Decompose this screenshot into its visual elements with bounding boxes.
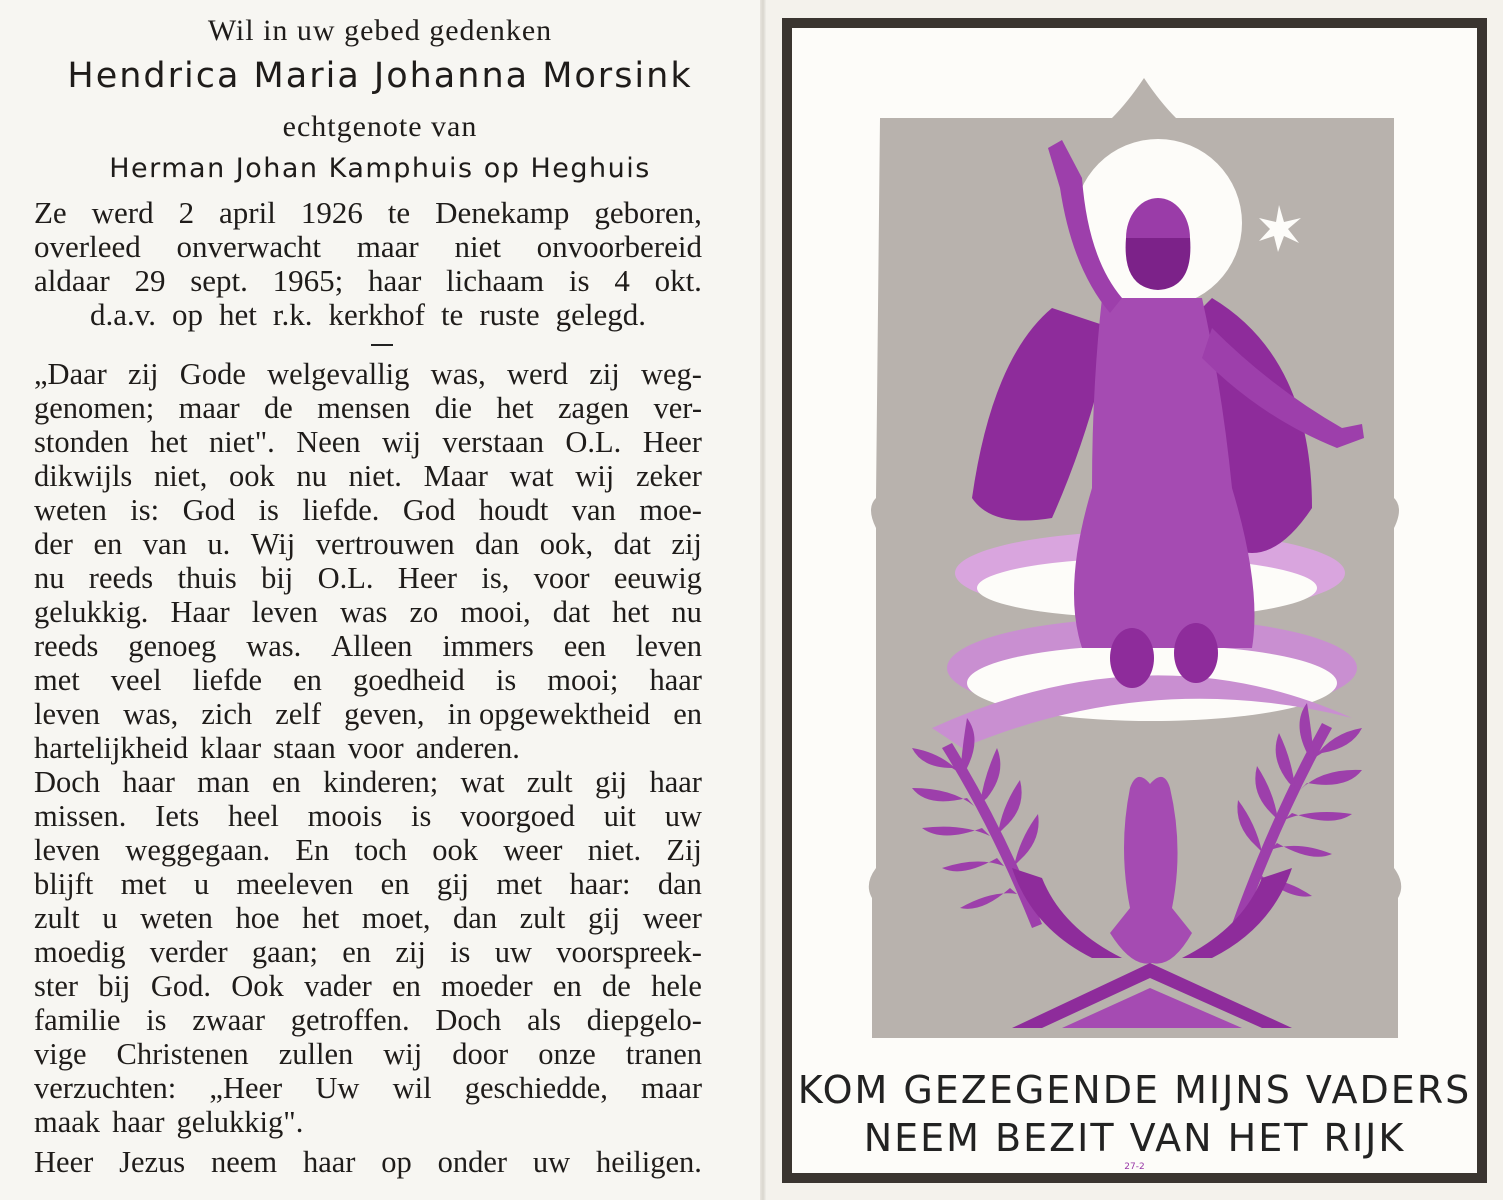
christ-enthroned-illustration: [792, 28, 1477, 1058]
word: het: [612, 595, 650, 629]
word: Christenen: [116, 1037, 249, 1071]
word: met: [120, 867, 167, 901]
word: ruste: [479, 297, 540, 332]
word: houdt: [478, 493, 549, 527]
word: met: [496, 867, 543, 901]
word: bij: [261, 561, 294, 595]
word: Alleen: [331, 629, 413, 663]
spouse-of-line: echtgenote van: [282, 110, 478, 143]
word: eeuwig: [613, 561, 702, 595]
word: en: [342, 935, 372, 969]
word: moedig: [34, 935, 126, 969]
word: is: [450, 935, 471, 969]
word: reeds: [34, 629, 99, 663]
word: onze: [538, 1037, 596, 1071]
word: O.L.: [317, 561, 374, 595]
word: was: [339, 595, 388, 629]
word: en: [93, 527, 123, 561]
word: dat: [613, 527, 651, 561]
word: zij: [671, 527, 702, 561]
word: maar: [178, 391, 240, 425]
word: hele: [651, 969, 702, 1003]
print-code: 27-2: [1124, 1162, 1145, 1172]
word: ook: [228, 459, 275, 493]
word: u.: [207, 527, 231, 561]
body-line: [34, 765, 702, 799]
word: het: [219, 297, 257, 332]
word: het: [302, 901, 340, 935]
word: u: [193, 867, 210, 901]
word: weten: [34, 493, 107, 527]
word: En: [295, 833, 330, 867]
word: wat: [509, 459, 554, 493]
word: gij: [587, 901, 621, 935]
word: meeleven: [236, 867, 354, 901]
memorial-text: [34, 357, 702, 1179]
word: maar: [641, 1071, 702, 1105]
word: wij: [575, 459, 615, 493]
word: moois: [307, 799, 383, 833]
word: heiligen.: [596, 1145, 702, 1179]
word: God.: [150, 969, 211, 1003]
word: liefde: [192, 663, 263, 697]
word: verder: [149, 935, 228, 969]
word: gaan;: [251, 935, 318, 969]
word: goedheid: [352, 663, 465, 697]
word: missen.: [34, 799, 127, 833]
word: 1965;: [272, 263, 344, 298]
word: geboren,: [594, 195, 702, 230]
word: kinderen;: [323, 765, 439, 799]
divider-rule: [371, 344, 393, 346]
word: is: [411, 799, 432, 833]
word: Zij: [666, 833, 702, 867]
word: zult: [519, 901, 566, 935]
spouse-name: Herman Johan Kamphuis op Heghuis: [109, 153, 651, 184]
word: werd: [506, 357, 568, 391]
body-line: [34, 867, 702, 901]
body-line: [34, 1145, 702, 1179]
word: genoeg: [128, 629, 217, 663]
word: liefde.: [302, 493, 380, 527]
word: okt.: [654, 263, 702, 298]
word: kerkhof: [328, 297, 425, 332]
word: immers: [442, 629, 534, 663]
word: dat: [552, 595, 590, 629]
word: ver-: [653, 391, 702, 425]
word: aldaar: [34, 263, 110, 298]
word: nu: [671, 595, 702, 629]
dates-line: [34, 264, 702, 298]
word: Wij: [250, 527, 296, 561]
word: leven: [251, 595, 318, 629]
word: veel: [110, 663, 162, 697]
body-line: [34, 595, 702, 629]
word: getroffen.: [290, 1003, 410, 1037]
body-line: [34, 561, 702, 595]
word: 1926: [300, 195, 363, 230]
word: Heer: [397, 561, 458, 595]
word: klaar: [200, 731, 262, 765]
word: te: [387, 195, 411, 230]
word: en: [392, 969, 421, 1003]
word: gij: [436, 867, 470, 901]
word: Heer: [642, 425, 702, 459]
word: april: [219, 195, 276, 230]
dates-line: [34, 230, 702, 264]
word: zult: [34, 901, 80, 935]
word: familie: [34, 1003, 121, 1037]
word: sept.: [190, 263, 248, 298]
word: weer: [642, 901, 702, 935]
word: God: [402, 493, 456, 527]
word: werd: [91, 195, 154, 230]
word: haar: [649, 765, 702, 799]
word: en: [293, 663, 322, 697]
word: neem: [211, 1145, 278, 1179]
word: O.L.: [565, 425, 622, 459]
word: weg-: [640, 357, 702, 391]
word: dikwijls: [34, 459, 133, 493]
word: Ze: [34, 195, 67, 230]
word: blijft: [34, 867, 94, 901]
body-line: [34, 1037, 702, 1071]
word: geschiedde,: [464, 1071, 608, 1105]
body-line: [34, 1071, 702, 1105]
word: was,: [430, 357, 486, 391]
word: de: [601, 969, 631, 1003]
body-line: [34, 1105, 702, 1139]
word: Uw: [315, 1071, 360, 1105]
word: die: [434, 391, 472, 425]
word: anderen.: [415, 731, 520, 765]
word: 29: [134, 263, 166, 298]
word: en: [673, 697, 702, 731]
word: Haar: [170, 595, 230, 629]
word: niet,: [153, 459, 208, 493]
word: haar: [122, 765, 175, 799]
word: haar: [302, 1145, 356, 1179]
word: ook: [432, 833, 478, 867]
word: niet: [454, 229, 501, 264]
body-line: [34, 527, 702, 561]
word: r.k.: [272, 297, 313, 332]
word: vertrouwen: [315, 527, 455, 561]
word: Doch: [435, 1003, 502, 1037]
word: zelf: [275, 697, 321, 731]
word: dan: [475, 527, 520, 561]
word: moet,: [361, 901, 431, 935]
word: van: [571, 493, 616, 527]
word: thuis: [177, 561, 237, 595]
word: zwaar: [192, 1003, 265, 1037]
word: tranen: [625, 1037, 702, 1071]
word: weggegaan.: [125, 833, 271, 867]
picture-frame-inner: [792, 28, 1477, 1173]
word: is: [568, 263, 590, 298]
word: Heer: [34, 1145, 94, 1179]
word: niet".: [208, 425, 275, 459]
dates-paragraph: [34, 196, 702, 332]
word: hoe: [235, 901, 280, 935]
word: hartelijkheid: [34, 731, 189, 765]
word: is: [146, 1003, 167, 1037]
word: uw: [664, 799, 702, 833]
intro-line: Wil in uw gebed gedenken: [207, 14, 553, 47]
word: Jezus: [119, 1145, 186, 1179]
word: leven: [34, 833, 101, 867]
word: van: [142, 527, 187, 561]
word: haar: [112, 1105, 165, 1139]
body-line: [34, 357, 702, 391]
word: zo: [409, 595, 439, 629]
word: ster: [34, 969, 79, 1003]
word: in opgewektheid: [447, 697, 651, 731]
word: u: [102, 901, 118, 935]
word: mooi,: [460, 595, 531, 629]
word: 4: [614, 263, 630, 298]
word: God: [182, 493, 236, 527]
word: voor: [347, 731, 404, 765]
word: zagen: [558, 391, 630, 425]
word: dan: [657, 867, 702, 901]
word: weten: [140, 901, 213, 935]
word: wij: [381, 425, 421, 459]
word: zeker: [635, 459, 702, 493]
word: zullen: [278, 1037, 354, 1071]
body-line: [34, 629, 702, 663]
word: verstaan: [442, 425, 544, 459]
word: Iets: [155, 799, 200, 833]
motto-line-2: NEEM BEZIT VAN HET RIJK: [863, 1116, 1406, 1160]
word: overleed: [34, 229, 141, 264]
word: is: [495, 663, 517, 697]
word: uit: [603, 799, 636, 833]
word: weer: [503, 833, 563, 867]
word: ook,: [539, 527, 594, 561]
word: is:: [130, 493, 160, 527]
word: haar: [649, 663, 702, 697]
word: nu: [34, 561, 65, 595]
word: moe-: [639, 493, 702, 527]
word: moeder: [441, 969, 533, 1003]
word: voorgoed: [460, 799, 575, 833]
word: Gode: [179, 357, 246, 391]
word: en: [271, 765, 301, 799]
body-line: [34, 493, 702, 527]
word: wij: [383, 1037, 423, 1071]
motto-line-1: KOM GEZEGENDE MIJNS VADERS: [797, 1068, 1472, 1112]
word: voorspreek-: [556, 935, 702, 969]
word: lichaam: [446, 263, 545, 298]
body-line: [34, 459, 702, 493]
word: zij: [128, 357, 159, 391]
word: maar: [356, 229, 419, 264]
word: onverwacht: [176, 229, 322, 264]
word: gelukkig.: [34, 595, 149, 629]
body-line: [34, 731, 702, 765]
word: niet.: [587, 833, 642, 867]
word: Ook: [231, 969, 284, 1003]
word: op: [381, 1145, 412, 1179]
word: onvoorbereid: [536, 229, 702, 264]
word: onder: [437, 1145, 508, 1179]
dates-line: [34, 196, 702, 230]
word: te: [440, 297, 464, 332]
deceased-name: Hendrica Maria Johanna Morsink: [67, 56, 693, 96]
word: Neen: [296, 425, 361, 459]
word: d.a.v.: [90, 297, 157, 332]
word: was,: [123, 697, 179, 731]
word: wat: [460, 765, 505, 799]
word: Doch: [34, 765, 101, 799]
word: man: [197, 765, 250, 799]
body-line: [34, 425, 702, 459]
word: gelegd.: [555, 297, 646, 332]
word: zij: [589, 357, 620, 391]
word: uw: [494, 935, 532, 969]
word: nu: [296, 459, 327, 493]
word: is,: [481, 561, 510, 595]
dates-line: [34, 298, 702, 332]
word: haar: [367, 263, 422, 298]
word: en: [380, 867, 410, 901]
word: de: [264, 391, 293, 425]
word: leven: [635, 629, 702, 663]
word: voor: [533, 561, 590, 595]
word: toch: [354, 833, 407, 867]
word: der: [34, 527, 73, 561]
word: stonden: [34, 425, 129, 459]
word: gij: [594, 765, 628, 799]
word: Denekamp: [435, 195, 570, 230]
body-line: [34, 1003, 702, 1037]
right-page-image: [766, 0, 1503, 1200]
word: mooi;: [547, 663, 619, 697]
word: op: [172, 297, 204, 332]
word: maak: [34, 1105, 101, 1139]
word: vige: [34, 1037, 87, 1071]
word: reeds: [88, 561, 154, 595]
word: bij: [98, 969, 131, 1003]
word: het: [150, 425, 188, 459]
word: haar:: [569, 867, 631, 901]
word: vader: [304, 969, 372, 1003]
word: is: [258, 493, 279, 527]
word: door: [452, 1037, 509, 1071]
word: Maar: [423, 459, 488, 493]
word: „Heer: [209, 1071, 283, 1105]
body-line: [34, 935, 702, 969]
body-line: [34, 833, 702, 867]
word: met: [34, 663, 80, 697]
word: heel: [228, 799, 279, 833]
word: het: [496, 391, 534, 425]
word: zich: [201, 697, 253, 731]
body-line: [34, 697, 702, 731]
word: „Daar: [34, 357, 107, 391]
word: staan: [273, 731, 336, 765]
word: uw: [532, 1145, 571, 1179]
word: mensen: [317, 391, 411, 425]
word: niet.: [348, 459, 402, 493]
body-line: [34, 901, 702, 935]
body-line: [34, 663, 702, 697]
word: een: [563, 629, 607, 663]
word: zij: [395, 935, 426, 969]
body-line: [34, 969, 702, 1003]
word: was.: [246, 629, 302, 663]
word: als: [527, 1003, 562, 1037]
word: verzuchten:: [34, 1071, 177, 1105]
word: dan: [453, 901, 498, 935]
word: leven: [34, 697, 101, 731]
body-line: [34, 799, 702, 833]
word: diepgelo-: [586, 1003, 702, 1037]
word: 2: [178, 195, 195, 230]
word: geven,: [344, 697, 425, 731]
word: zult: [526, 765, 573, 799]
word: genomen;: [34, 391, 155, 425]
picture-frame: [782, 18, 1487, 1183]
word: gelukkig".: [176, 1105, 304, 1139]
word: welgevallig: [267, 357, 410, 391]
word: en: [552, 969, 582, 1003]
word: wil: [392, 1071, 432, 1105]
body-line: [34, 391, 702, 425]
